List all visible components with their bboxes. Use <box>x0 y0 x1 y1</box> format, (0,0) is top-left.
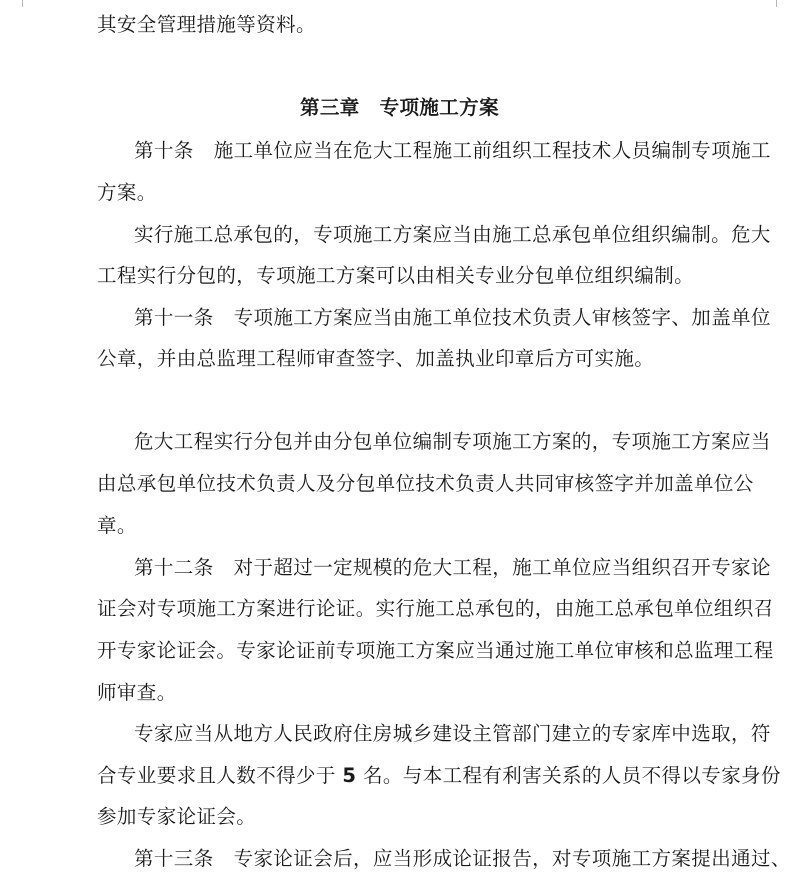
paragraph-expert-line-1: 专家应当从地方人民政府住房城乡建设主管部门建立的专家库中选取，符 <box>134 722 771 745</box>
article-11-label: 第十一条 <box>134 306 214 329</box>
article-13-text: 专家论证会后，应当形成论证报告，对专项施工方案提出通过、 <box>233 847 791 870</box>
article-11-line-1 <box>134 305 771 331</box>
text-line: 其安全管理措施等资料。 <box>97 13 316 36</box>
article-12-text: 对于超过一定规模的危大工程，施工单位应当组织召开专家论 <box>233 556 771 579</box>
page-corner-mark-left <box>8 0 23 7</box>
article-13-label: 第十三条 <box>134 847 214 870</box>
article-10-label: 第十条 <box>134 139 194 162</box>
article-13-line-1 <box>134 846 791 872</box>
page-corner-mark-right <box>776 0 791 7</box>
paragraph-subcontract-line-2: 由总承包单位技术负责人及分包单位技术负责人共同审核签字并加盖单位公 <box>97 472 754 495</box>
article-12-line-1 <box>134 555 771 581</box>
expert-text-post: 名。与本工程有利害关系的人员不得以专家身份 <box>363 764 781 787</box>
article-12-label: 第十二条 <box>134 556 214 579</box>
paragraph-expert-line-3: 参加专家论证会。 <box>97 805 257 828</box>
article-10-line-1 <box>134 138 771 164</box>
article-11-line-2: 公章，并由总监理工程师审查签字、加盖执业印章后方可实施。 <box>97 347 655 370</box>
paragraph-subcontract-line-3: 章。 <box>97 514 137 537</box>
expert-text-pre: 合专业要求且人数不得少于 <box>97 764 336 787</box>
article-11-text: 专项施工方案应当由施工单位技术负责人审核签字、加盖单位 <box>233 306 771 329</box>
article-12-line-4: 师审查。 <box>97 681 177 704</box>
paragraph-general-line-1: 实行施工总承包的，专项施工方案应当由施工总承包单位组织编制。危大 <box>134 223 771 246</box>
expert-minimum-count: 5 <box>342 764 357 787</box>
article-12-line-2: 证会对专项施工方案进行论证。实行施工总承包的，由施工总承包单位组织召 <box>97 597 774 620</box>
paragraph-expert-line-2 <box>97 763 781 789</box>
chapter-heading: 第三章 专项施工方案 <box>299 96 499 119</box>
paragraph-subcontract-line-1: 危大工程实行分包并由分包单位编制专项施工方案的，专项施工方案应当 <box>134 430 771 453</box>
article-12-line-3: 开专家论证会。专家论证前专项施工方案应当通过施工单位审核和总监理工程 <box>97 639 774 662</box>
article-10-text: 施工单位应当在危大工程施工前组织工程技术人员编制专项施工 <box>213 139 771 162</box>
paragraph-general-line-2: 工程实行分包的，专项施工方案可以由相关专业分包单位组织编制。 <box>97 264 695 287</box>
article-10-line-2: 方案。 <box>97 181 157 204</box>
